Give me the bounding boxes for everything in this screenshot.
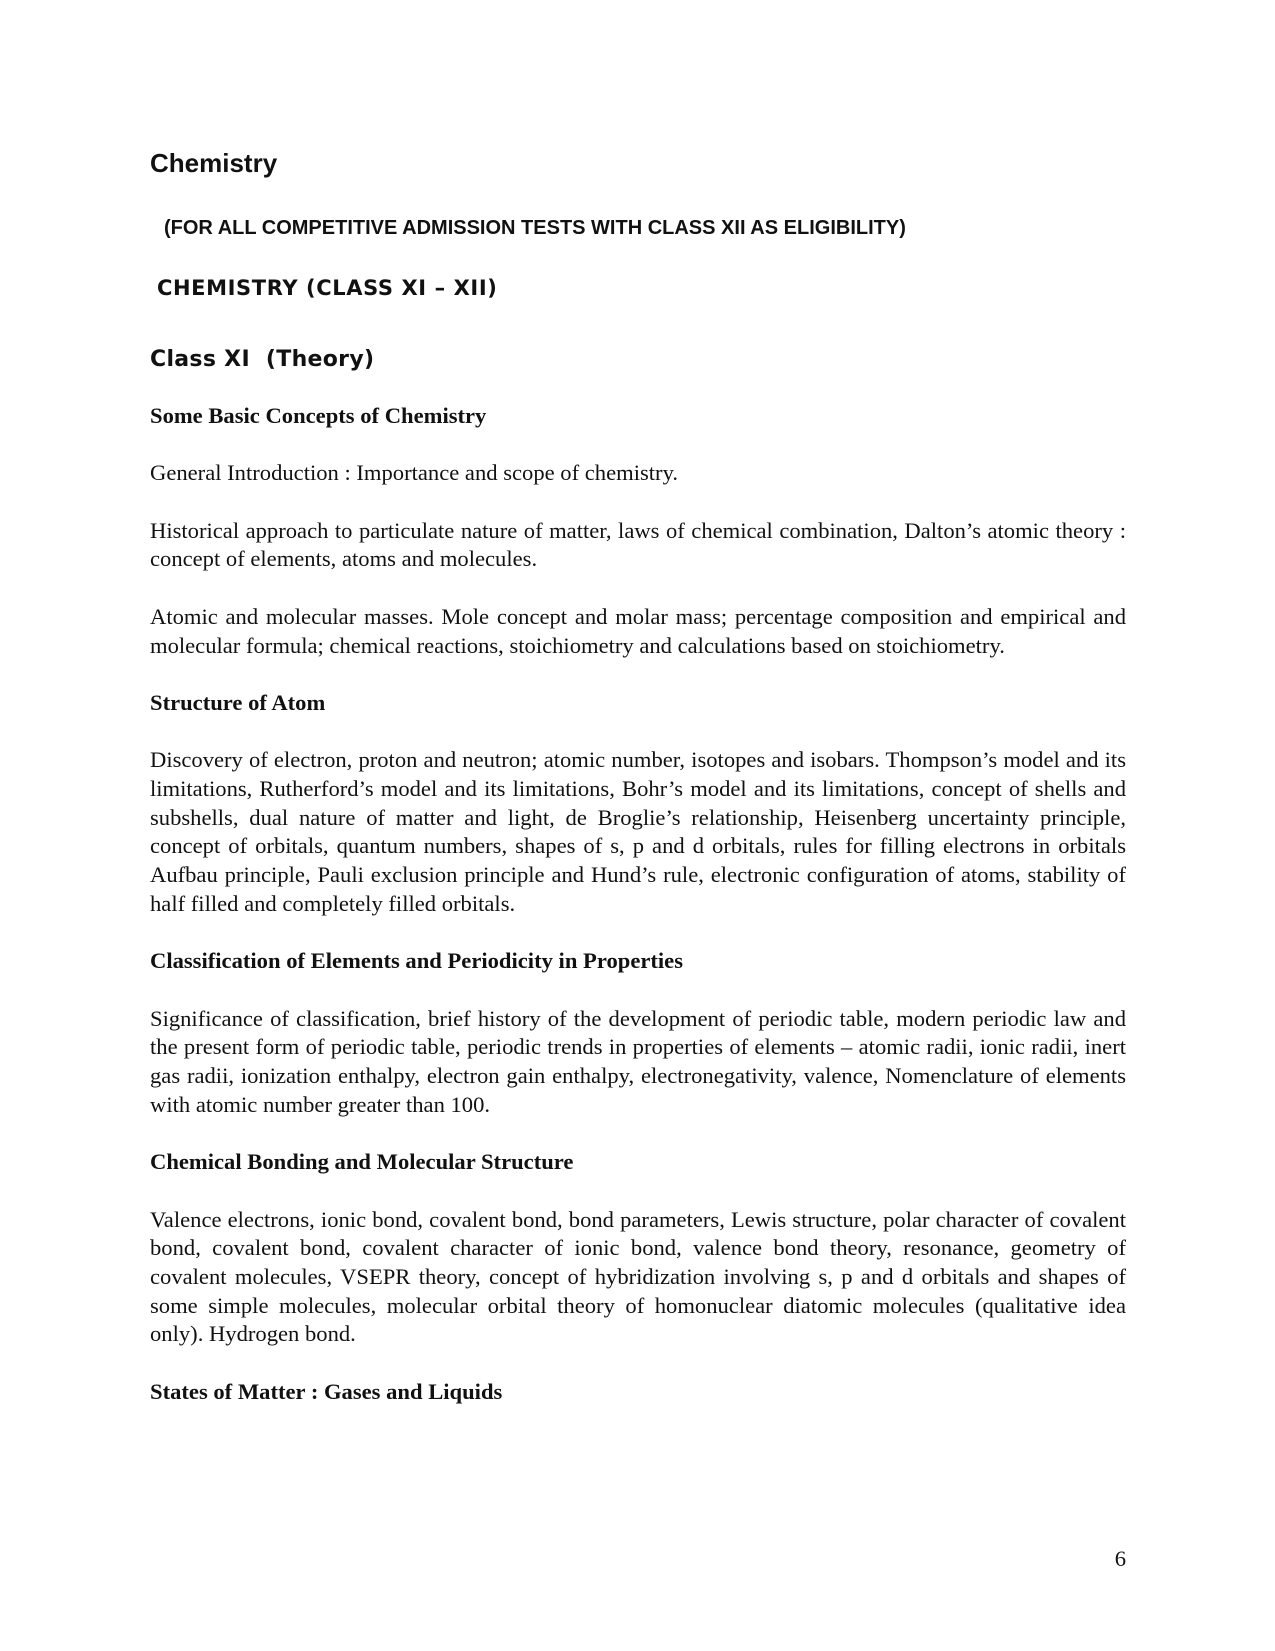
section-paragraph: Historical approach to particulate nature of matter, laws of chemical combination, Dalton’s atomic theory : concept of elements, atoms and molecules.: [150, 517, 1126, 572]
document-title: Chemistry: [150, 148, 278, 178]
section-heading: Structure of Atom: [150, 689, 326, 715]
section-heading: States of Matter : Gases and Liquids: [150, 1378, 503, 1404]
section-chemical-bonding: [150, 1148, 1126, 1349]
document-subtitle: (FOR ALL COMPETITIVE ADMISSION TESTS WITH CLASS XII AS ELIGIBILITY): [164, 217, 906, 239]
section-heading: Classification of Elements and Periodicity in Properties: [150, 948, 683, 974]
section-basic-concepts: [150, 402, 1126, 660]
section-heading: Some Basic Concepts of Chemistry: [150, 403, 487, 428]
section-paragraph: General Introduction : Importance and scope of chemistry.: [150, 460, 679, 486]
section-paragraph: Discovery of electron, proton and neutron; atomic number, isotopes and isobars. Thompson’s model and its limitations, Rutherford’s model and its limitations, Bohr’s model and its limitations, concept of shells and subshells, dual nature of matter and light, de Broglie’s relationship, Heisenberg uncertainty principle, concept of orbitals, quantum numbers, shapes of s, p and d orbitals, rules for filling electrons in orbitals Aufbau principle, Pauli exclusion principle and Hund’s rule, electronic configuration of atoms, stability of half filled and completely filled orbitals.: [150, 747, 1126, 916]
section-classification-of-elements: [150, 947, 1126, 1119]
course-heading: CHEMISTRY (CLASS XI – XII): [157, 276, 498, 300]
section-states-of-matter: [150, 1378, 1126, 1407]
section-heading: Chemical Bonding and Molecular Structure: [150, 1149, 574, 1175]
section-paragraph: Atomic and molecular masses. Mole concept and molar mass; percentage composition and empirical and molecular formula; chemical reactions, stoichiometry and calculations based on stoichiometry.: [150, 603, 1126, 658]
class-heading-part: (Theory): [265, 347, 375, 372]
class-heading-label: Class XI: [150, 347, 250, 372]
section-paragraph: Valence electrons, ionic bond, covalent bond, bond parameters, Lewis structure, polar character of covalent bond, covalent bond, covalent character of ionic bond, valence bond theory, resonance, geometry of covalent molecules, VSEPR theory, concept of hybridization involving s, p and d orbitals and shapes of some simple molecules, molecular orbital theory of homonuclear diatomic molecules (qualitative idea only). Hydrogen bond.: [150, 1206, 1126, 1347]
syllabus-content: [150, 402, 1126, 1435]
class-heading: [150, 347, 374, 372]
section-paragraph: Significance of classification, brief history of the development of periodic table, modern periodic law and the present form of periodic table, periodic trends in properties of elements – atomic radii, ionic radii, inert gas radii, ionization enthalpy, electron gain enthalpy, electronegativity, valence, Nomenclature of elements with atomic number greater than 100.: [150, 1005, 1126, 1117]
page-number: 6: [1114, 1546, 1126, 1571]
document-page: [150, 0, 1126, 1651]
section-structure-of-atom: [150, 689, 1126, 919]
